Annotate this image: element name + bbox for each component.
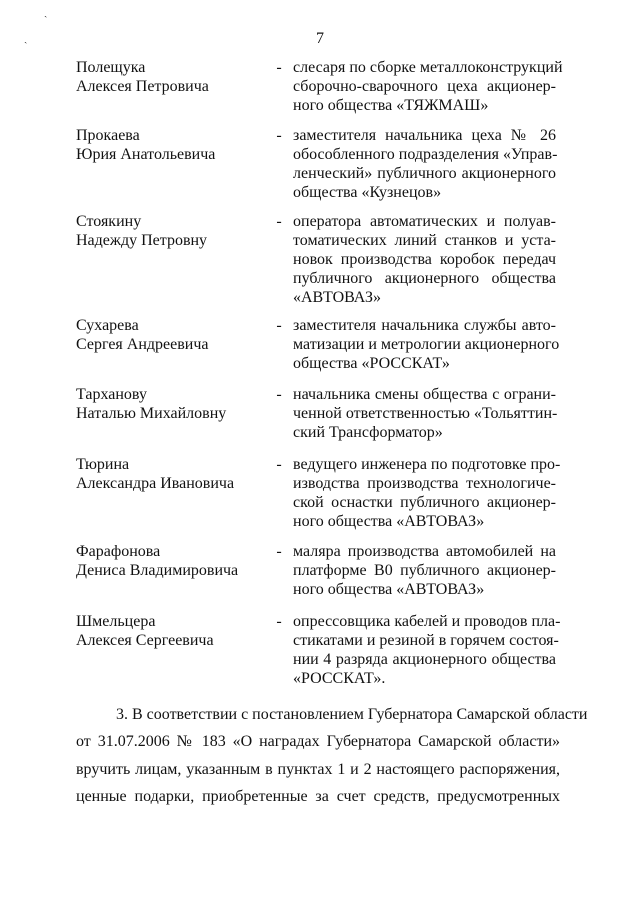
position-line: «АВТОВАЗ» [293, 289, 381, 306]
scan-mark: ˎ [24, 33, 28, 44]
awardee-position [293, 212, 556, 307]
entry-dash: - [276, 543, 282, 560]
position-line: общества «Кузнецов» [293, 184, 442, 201]
name-line: Сухарева [76, 317, 139, 334]
position-line: заместителя начальника цеха № 26 [293, 127, 556, 144]
position-line: опрессовщика кабелей и проводов пла- [293, 613, 561, 630]
page-number: 7 [316, 30, 324, 47]
position-line: ской оснастки публичного акционер- [293, 494, 556, 511]
awardee-name [76, 455, 266, 493]
position-line: матизации и метрологии акционерного [293, 336, 560, 353]
position-line: общества «РОССКАТ» [293, 355, 450, 372]
name-line: Алексея Сергеевича [76, 632, 214, 649]
position-line: ного общества «АВТОВАЗ» [293, 581, 485, 598]
awardee-name [76, 316, 266, 354]
position-line: изводства производства технологиче- [293, 475, 556, 492]
name-line: Прокаева [76, 127, 140, 144]
entry-dash: - [276, 127, 282, 144]
paragraph-line: от 31.07.2006 № 183 «О наградах Губернатора Самарской области» [76, 733, 560, 751]
position-line: обособленного подразделения «Управ- [293, 146, 558, 163]
name-line: Александра Ивановича [76, 475, 235, 492]
name-line: Надежду Петровну [76, 232, 208, 249]
awardee-name [76, 542, 266, 580]
paragraph-line: вручить лицам, указанным в пунктах 1 и 2 настоящего распоряжения, [76, 760, 560, 778]
entry-dash: - [276, 456, 282, 473]
entry-dash: - [276, 613, 282, 630]
position-line: стикатами и резиной в горячем состоя- [293, 632, 559, 649]
position-line: ский Трансформатор» [293, 424, 443, 441]
position-line: слесаря по сборке металлоконструкций [293, 59, 563, 76]
position-line: маляра производства автомобилей на [293, 543, 556, 560]
awardee-name [76, 212, 266, 250]
name-line: Наталью Михайловну [76, 405, 227, 422]
awardee-name [76, 58, 266, 96]
awardee-position [293, 126, 556, 202]
awardee-position [293, 385, 556, 442]
position-line: оператора автоматических и полуав- [293, 213, 556, 230]
name-line: Алексея Петровича [76, 78, 209, 95]
entry-dash: - [276, 213, 282, 230]
position-line: сборочно-сварочного цеха акционер- [293, 78, 556, 95]
position-line: начальника смены общества с ограни- [293, 386, 556, 403]
awardee-name [76, 126, 266, 164]
position-line: «РОССКАТ». [293, 670, 386, 687]
entry-dash: - [276, 386, 282, 403]
awardee-position [293, 316, 560, 373]
name-line: Шмельцера [76, 613, 156, 630]
position-line: томатических линий станков и уста- [293, 232, 556, 249]
awardee-name [76, 612, 266, 650]
name-line: Полещука [76, 59, 146, 76]
name-line: Тарханову [76, 386, 147, 403]
paragraph-line: ценные подарки, приобретенные за счет средств, предусмотренных [76, 788, 560, 806]
position-line: ного общества «ТЯЖМАШ» [293, 97, 489, 114]
position-line: нии 4 разряда акционерного общества [293, 651, 556, 668]
awardee-position [293, 612, 561, 688]
name-line: Тюрина [76, 456, 130, 473]
awardee-name [76, 385, 266, 423]
position-line: публичного акционерного общества [293, 270, 556, 287]
name-line: Юрия Анатольевича [76, 146, 216, 163]
position-line: новок производства коробок передач [293, 251, 556, 268]
clause-paragraph [76, 701, 588, 811]
entry-dash: - [276, 317, 282, 334]
name-line: Сергея Андреевича [76, 336, 209, 353]
entry-dash: - [276, 59, 282, 76]
awardee-position [293, 58, 563, 115]
position-line: ченной ответственностью «Тольяттин- [293, 405, 558, 422]
awardee-position [293, 542, 556, 599]
awardee-position [293, 455, 561, 531]
name-line: Стоякину [76, 213, 142, 230]
position-line: платформе В0 публичного акционер- [293, 562, 556, 579]
paragraph-line: 3. В соответствии с постановлением Губернатора Самарской области [116, 706, 588, 723]
position-line: ленческий» публичного акционерного [293, 165, 556, 182]
position-line: ведущего инженера по подготовке про- [293, 456, 561, 473]
position-line: ного общества «АВТОВАЗ» [293, 513, 485, 530]
position-line: заместителя начальника службы авто- [293, 317, 556, 334]
scan-mark: ˎ [44, 7, 48, 18]
name-line: Фарафонова [76, 543, 161, 560]
name-line: Дениса Владимировича [76, 562, 239, 579]
